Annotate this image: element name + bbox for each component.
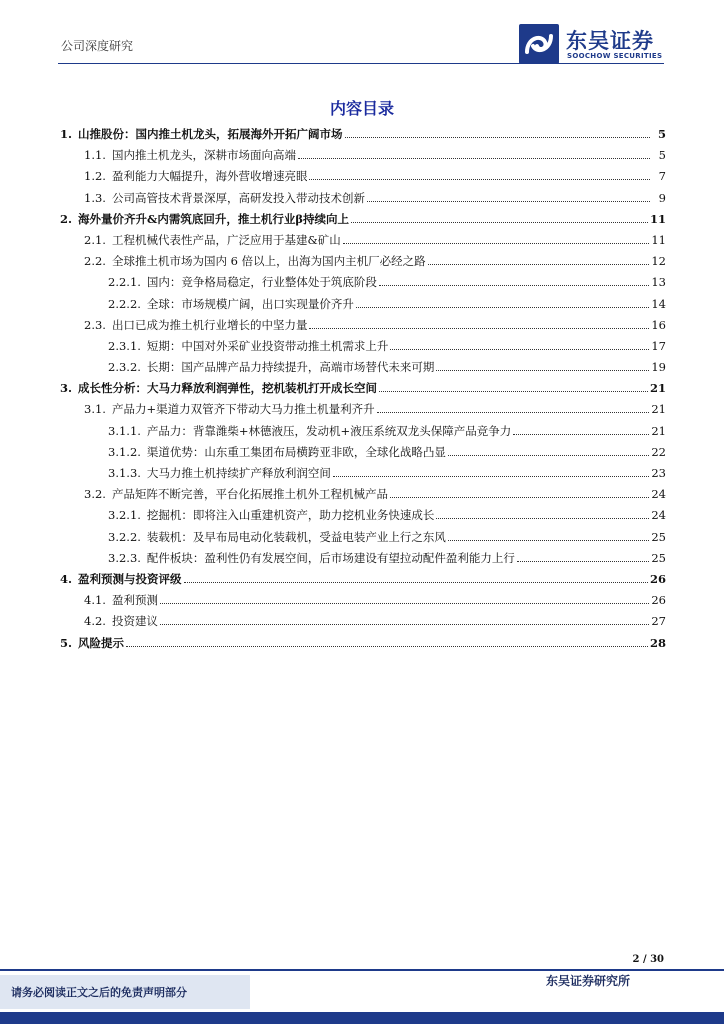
toc-entry[interactable] — [60, 294, 666, 315]
toc-entry[interactable] — [60, 209, 666, 230]
toc-dot-leader — [160, 611, 649, 625]
footer-organization: 东吴证券研究所 — [546, 974, 631, 988]
toc-entry-title: 海外量价齐升&内需筑底回升，推土机行业β持续向上 — [78, 211, 350, 226]
toc-entry-page: 24 — [651, 508, 666, 523]
toc-entry-title: 盈利能力大幅提升，海外营收增速亮眼 — [111, 169, 308, 184]
toc-entry-title: 产品矩阵不断完善，平台化拓展推土机外工程机械产品 — [111, 487, 388, 502]
toc-entry-page: 26 — [649, 571, 666, 586]
toc-entry[interactable] — [60, 230, 666, 251]
toc-entry-page: 25 — [651, 550, 666, 565]
toc-dot-leader — [448, 442, 649, 456]
toc-entry-number: 1. — [60, 127, 73, 141]
toc-entry-title: 成长性分析：大马力释放利润弹性，挖机装机打开成长空间 — [78, 381, 378, 396]
toc-entry-title: 山推股份：国内推土机龙头，拓展海外开拓广阔市场 — [78, 127, 343, 141]
toc-entry[interactable] — [60, 633, 666, 654]
toc-entry[interactable] — [60, 336, 666, 357]
toc-entry-number: 3.2.1. — [108, 508, 141, 523]
toc-dot-leader — [436, 505, 649, 519]
toc-entry-title: 挖掘机：即将注入山重建机资产，助力挖机业务快速成长 — [146, 508, 435, 523]
toc-dot-leader — [184, 569, 648, 583]
toc-entry-page: 24 — [651, 487, 666, 502]
toc-entry-title: 全球推土机市场为国内 6 倍以上，出海为国内主机厂必经之路 — [111, 254, 426, 269]
toc-entry-page: 26 — [651, 593, 666, 608]
toc-entry-number: 4.2. — [84, 614, 106, 629]
toc-entry-number: 3.2.3. — [108, 550, 141, 565]
toc-entry-page: 5 — [658, 148, 666, 163]
toc-entry-page: 13 — [651, 275, 666, 290]
toc-entry-title: 配件板块：盈利性仍有发展空间，后市场建设有望拉动配件盈利能力上行 — [146, 550, 515, 565]
toc-entry[interactable] — [60, 590, 666, 611]
logo-english-name: SOOCHOW SECURITIES — [567, 52, 663, 60]
toc-entry-title: 产品力：背靠潍柴+林德液压，发动机+液压系统双龙头保障产品竞争力 — [146, 423, 512, 438]
toc-title: 内容目录 — [329, 99, 394, 118]
toc-entry-number: 3.1.2. — [108, 444, 141, 459]
toc-entry-page: 21 — [651, 402, 666, 417]
toc-entry-number: 2.2.2. — [108, 296, 141, 311]
toc-dot-leader — [428, 251, 650, 265]
toc-dot-leader — [343, 230, 650, 244]
toc-dot-leader — [309, 315, 649, 329]
toc-entry-page: 16 — [651, 317, 666, 332]
toc-entry[interactable] — [60, 611, 666, 632]
toc-entry-page: 27 — [651, 614, 666, 629]
toc-entry-number: 3. — [60, 381, 73, 396]
toc-entry-number: 3.1. — [84, 402, 106, 417]
toc-entry[interactable] — [60, 399, 666, 420]
soochow-logo-icon — [519, 24, 559, 64]
toc-entry-number: 3.2.2. — [108, 529, 141, 544]
toc-entry-title: 公司高管技术背景深厚，高研发投入带动技术创新 — [111, 190, 365, 205]
header-divider — [58, 63, 664, 64]
toc-entry[interactable] — [60, 166, 666, 187]
toc-entry-number: 2.3.1. — [108, 338, 141, 353]
toc-entry[interactable] — [60, 124, 666, 145]
toc-entry-number: 3.1.1. — [108, 423, 141, 438]
toc-entry[interactable] — [60, 548, 666, 569]
toc-dot-leader — [333, 463, 649, 477]
toc-entry-page: 9 — [658, 190, 666, 205]
toc-entry-title: 产品力+渠道力双管齐下带动大马力推土机量利齐升 — [111, 402, 375, 417]
toc-entry-number: 2.2.1. — [108, 275, 141, 290]
toc-dot-leader — [379, 272, 649, 286]
toc-entry-number: 3.2. — [84, 487, 106, 502]
toc-entry-number: 2.1. — [84, 232, 106, 247]
toc-entry[interactable] — [60, 188, 666, 209]
toc-entry-title: 装载机：及早布局电动化装载机，受益电装产业上行之东风 — [146, 529, 446, 544]
toc-dot-leader — [436, 357, 649, 371]
bottom-bar — [0, 1012, 724, 1024]
toc-entry-page: 11 — [651, 232, 666, 247]
toc-entry[interactable] — [60, 251, 666, 272]
toc-entry-title: 投资建议 — [111, 614, 158, 629]
toc-entry-title: 出口已成为推土机行业增长的中坚力量 — [111, 317, 308, 332]
toc-entry-title: 大马力推土机持续扩产释放利润空间 — [146, 466, 331, 480]
toc-entry[interactable] — [60, 442, 666, 463]
toc-entry-page: 21 — [651, 423, 666, 438]
toc-entry[interactable] — [60, 484, 666, 505]
toc-entry-page: 22 — [651, 444, 666, 459]
toc-entry-page: 12 — [651, 254, 666, 269]
toc-entry[interactable] — [60, 527, 666, 548]
toc-dot-leader — [379, 378, 648, 392]
toc-entry-page: 7 — [658, 169, 666, 184]
toc-entry-title: 长期：国产品牌产品力持续提升，高端市场替代未来可期 — [146, 360, 435, 375]
toc-entry-title: 盈利预测 — [111, 593, 158, 608]
toc-dot-leader — [126, 633, 648, 647]
logo-chinese-name: 东吴证券 — [566, 29, 654, 53]
toc-entry[interactable] — [60, 463, 666, 484]
toc-dot-leader — [517, 548, 649, 562]
toc-dot-leader — [298, 145, 650, 159]
toc-entry-title: 风险提示 — [78, 635, 125, 650]
toc-entry[interactable] — [60, 145, 666, 166]
toc-entry[interactable] — [60, 378, 666, 399]
toc-dot-leader — [356, 294, 649, 308]
footer-divider — [0, 969, 724, 971]
toc-entry-title: 渠道优势：山东重工集团布局横跨亚非欧，全球化战略凸显 — [146, 444, 446, 459]
toc-entry-page: 11 — [649, 211, 666, 226]
page-number: 2 / 30 — [632, 954, 664, 965]
toc-entry-page: 19 — [651, 360, 666, 375]
toc-entry-page: 23 — [651, 466, 666, 480]
toc-entry-title: 工程机械代表性产品，广泛应用于基建&矿山 — [111, 232, 341, 247]
toc-entry-number: 4. — [60, 571, 73, 586]
toc-entry-page: 17 — [651, 338, 666, 353]
toc-entry-number: 3.1.3. — [108, 466, 141, 480]
toc-entry-page: 25 — [651, 529, 666, 544]
toc-entry-number: 2. — [60, 211, 73, 226]
toc-entry-number: 1.2. — [84, 169, 106, 184]
toc-entry-number: 4.1. — [84, 593, 106, 608]
toc-dot-leader — [448, 527, 649, 541]
toc-entry-number: 1.1. — [84, 148, 106, 163]
toc-entry[interactable] — [60, 272, 666, 293]
toc-entry-number: 2.2. — [84, 254, 106, 269]
toc-dot-leader — [390, 336, 649, 350]
toc-dot-leader — [351, 209, 648, 223]
toc-entry-page: 21 — [649, 381, 666, 396]
toc-entry[interactable] — [60, 421, 666, 442]
toc-entry[interactable] — [60, 315, 666, 336]
toc-dot-leader — [309, 166, 650, 180]
toc-entry[interactable] — [60, 505, 666, 526]
toc-dot-leader — [513, 421, 649, 435]
toc-entry-title: 国内推土机龙头，深耕市场面向高端 — [111, 148, 296, 163]
toc-entry-number: 2.3. — [84, 317, 106, 332]
report-type-label: 公司深度研究 — [61, 39, 134, 53]
toc-entry-title: 全球：市场规模广阔，出口实现量价齐升 — [146, 296, 354, 311]
toc-entry-page: 5 — [657, 127, 666, 141]
toc-entry-number: 5. — [60, 635, 73, 650]
toc-dot-leader — [345, 124, 650, 138]
toc-entry-number: 1.3. — [84, 190, 106, 205]
toc-dot-leader — [390, 484, 649, 498]
table-of-contents — [60, 124, 666, 654]
toc-entry[interactable] — [60, 357, 666, 378]
toc-entry-title: 短期：中国对外采矿业投资带动推土机需求上升 — [146, 338, 389, 353]
toc-dot-leader — [367, 188, 650, 202]
toc-entry-number: 2.3.2. — [108, 360, 141, 375]
footer-disclaimer: 请务必阅读正文之后的免责声明部分 — [11, 986, 187, 999]
toc-entry-title: 国内：竞争格局稳定，行业整体处于筑底阶段 — [146, 275, 377, 290]
toc-dot-leader — [377, 399, 650, 413]
toc-entry-title: 盈利预测与投资评级 — [78, 571, 182, 586]
toc-entry-page: 28 — [649, 635, 666, 650]
company-logo — [519, 24, 679, 64]
toc-entry[interactable] — [60, 569, 666, 590]
toc-dot-leader — [160, 590, 649, 604]
toc-entry-page: 14 — [651, 296, 666, 311]
